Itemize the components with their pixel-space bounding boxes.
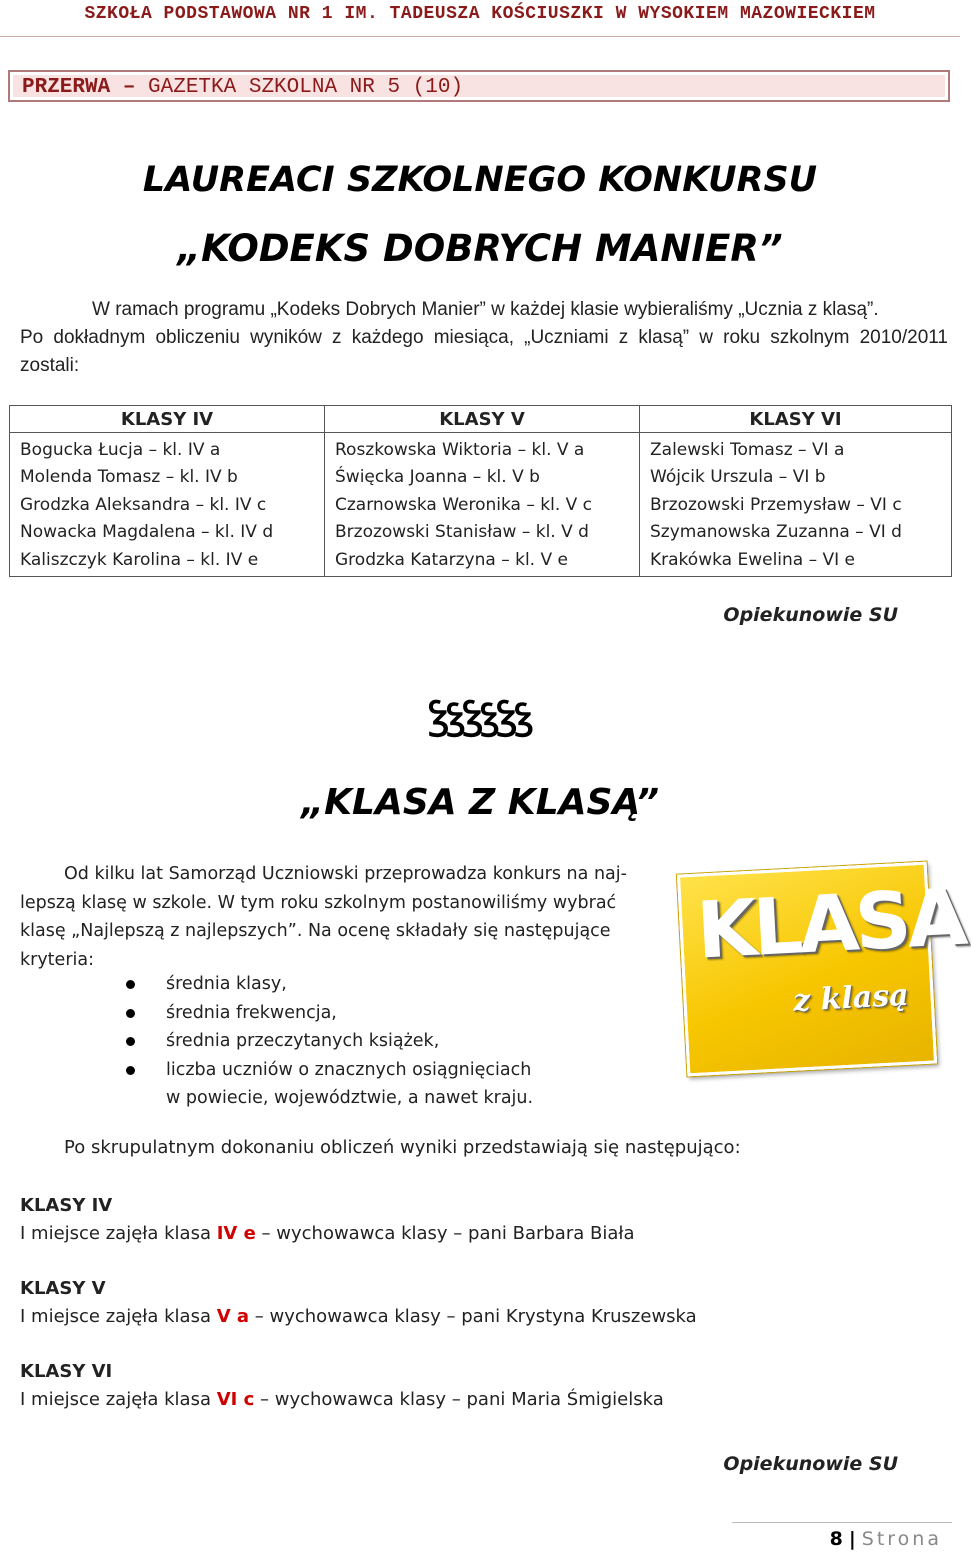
- table-cell: Roszkowska Wiktoria – kl. V a: [335, 440, 585, 460]
- table-cell: Grodzka Aleksandra – kl. IV c: [20, 494, 267, 515]
- results-intro: Po skrupulatnym dokonaniu obliczeń wyniki przedstawiają się następująco:: [64, 1137, 741, 1158]
- article2-paragraph: [20, 860, 652, 974]
- page-footer: [830, 1528, 942, 1550]
- logo-main-text: KLASA: [694, 872, 966, 977]
- result-prefix: I miejsce zajęła klasa: [20, 1306, 217, 1327]
- criterion-text: w powiecie, województwie, a nawet kraju.: [166, 1088, 534, 1109]
- school-name-header: SZKOŁA PODSTAWOWA NR 1 IM. TADEUSZA KOŚCIUSZKI W WYSOKIEM MAZOWIECKIEM: [84, 4, 876, 24]
- table-cell: Nowacka Magdalena – kl. IV d: [20, 522, 274, 543]
- intro-line1: W ramach programu „Kodeks Dobrych Manier” w każdej klasie wybieraliśmy „Ucznia z klasą”.: [92, 299, 879, 320]
- logo-image: [677, 862, 966, 1077]
- banner-title-bold: PRZERWA –: [22, 76, 136, 99]
- para-line2: lepszą klasę w szkole. W tym roku szkolnym postanowiliśmy wybrać: [20, 892, 617, 913]
- article2-signature: Opiekunowie SU: [723, 1453, 898, 1475]
- result-block-v: [20, 1275, 697, 1331]
- bullet-icon: [126, 1009, 135, 1018]
- criterion-text: liczba uczniów o znacznych osiągnięciach: [166, 1059, 532, 1080]
- banner-title-rest: GAZETKA SZKOLNA NR 5 (10): [135, 76, 464, 99]
- logo-sub-text: z klasą: [792, 977, 910, 1019]
- table-cell: Bogucka Łucja – kl. IV a: [20, 440, 221, 460]
- table-cell: Brzozowski Przemysław – VI c: [650, 494, 902, 515]
- criteria-list: [124, 970, 533, 1113]
- newsletter-banner: [8, 70, 950, 102]
- result-winner: VI c: [216, 1389, 255, 1410]
- list-item-continuation: [124, 1084, 533, 1113]
- list-item: [124, 970, 533, 999]
- list-item: [124, 1056, 533, 1085]
- result-line: [20, 1220, 635, 1248]
- table-cell: Brzozowski Stanisław – kl. V d: [335, 522, 589, 543]
- result-prefix: I miejsce zajęła klasa: [20, 1389, 217, 1410]
- bullet-icon: [126, 1037, 135, 1046]
- result-block-iv: [20, 1192, 635, 1248]
- result-line: [20, 1386, 664, 1414]
- result-suffix: – wychowawca klasy – pani Maria Śmigielska: [254, 1389, 664, 1410]
- bullet-icon: [126, 980, 135, 989]
- section-ornament: ꝢꝣꝢꝣꝢꝣ: [428, 695, 532, 737]
- table-cell: Święcka Joanna – kl. V b: [335, 467, 540, 488]
- result-heading: KLASY V: [20, 1278, 106, 1299]
- article-title-line2: „KODEKS DOBRYCH MANIER”: [177, 227, 783, 270]
- result-suffix: – wychowawca klasy – pani Barbara Biała: [255, 1223, 635, 1244]
- criterion-text: średnia klasy,: [166, 974, 287, 994]
- table-header-iv: KLASY IV: [10, 406, 325, 433]
- article-title-line1: LAUREACI SZKOLNEGO KONKURSU: [142, 160, 818, 200]
- para-line4: kryteria:: [20, 949, 94, 970]
- article1-signature: Opiekunowie SU: [723, 604, 898, 626]
- table-col-vi: [640, 433, 952, 577]
- criterion-text: średnia przeczytanych książek,: [166, 1031, 440, 1052]
- footer-divider: [732, 1522, 952, 1523]
- article-intro: [20, 296, 948, 380]
- table-cell: Czarnowska Weronika – kl. V c: [335, 494, 593, 515]
- table-cell: Krakówka Ewelina – VI e: [650, 549, 856, 570]
- result-line: [20, 1303, 697, 1331]
- header-divider: [0, 36, 960, 37]
- result-winner: V a: [216, 1306, 250, 1327]
- page-label: Strona: [861, 1528, 942, 1550]
- table-header-v: KLASY V: [325, 406, 640, 433]
- result-heading: KLASY VI: [20, 1361, 113, 1382]
- table-col-v: [325, 433, 640, 577]
- table-header-vi: KLASY VI: [640, 406, 952, 433]
- banner-title: [22, 76, 463, 99]
- result-prefix: I miejsce zajęła klasa: [20, 1223, 217, 1244]
- result-block-vi: [20, 1358, 664, 1414]
- table-cell: Wójcik Urszula – VI b: [650, 467, 826, 488]
- table-cell: Grodzka Katarzyna – kl. V e: [335, 549, 568, 570]
- table-col-iv: [10, 433, 325, 577]
- criterion-text: średnia frekwencja,: [166, 1002, 337, 1023]
- page-number: 8: [829, 1528, 843, 1550]
- list-item: [124, 999, 533, 1028]
- table-cell: Kaliszczyk Karolina – kl. IV e: [20, 549, 259, 570]
- table-cell: Zalewski Tomasz – VI a: [650, 440, 845, 460]
- footer-separator: |: [848, 1528, 856, 1550]
- bullet-icon: [126, 1066, 135, 1075]
- para-line1: Od kilku lat Samorząd Uczniowski przeprowadza konkurs na naj-: [64, 864, 627, 884]
- table-cell: Szymanowska Zuzanna – VI d: [650, 522, 902, 543]
- para-line3: klasę „Najlepszą z najlepszych”. Na ocenę składały się następujące: [20, 921, 611, 942]
- article2-title: „KLASA Z KLASĄ”: [300, 782, 660, 823]
- laureates-table: [9, 405, 952, 577]
- klasa-z-klasa-logo: [676, 862, 966, 1082]
- result-winner: IV e: [216, 1223, 256, 1244]
- result-heading: KLASY IV: [20, 1195, 113, 1216]
- list-item: [124, 1027, 533, 1056]
- intro-line2: Po dokładnym obliczeniu wyników z każdego miesiąca, „Uczniami z klasą” w roku szkolnym 2010/2011 zostali:: [20, 327, 948, 376]
- result-suffix: – wychowawca klasy – pani Krystyna Kruszewska: [249, 1306, 697, 1327]
- table-cell: Molenda Tomasz – kl. IV b: [20, 467, 238, 488]
